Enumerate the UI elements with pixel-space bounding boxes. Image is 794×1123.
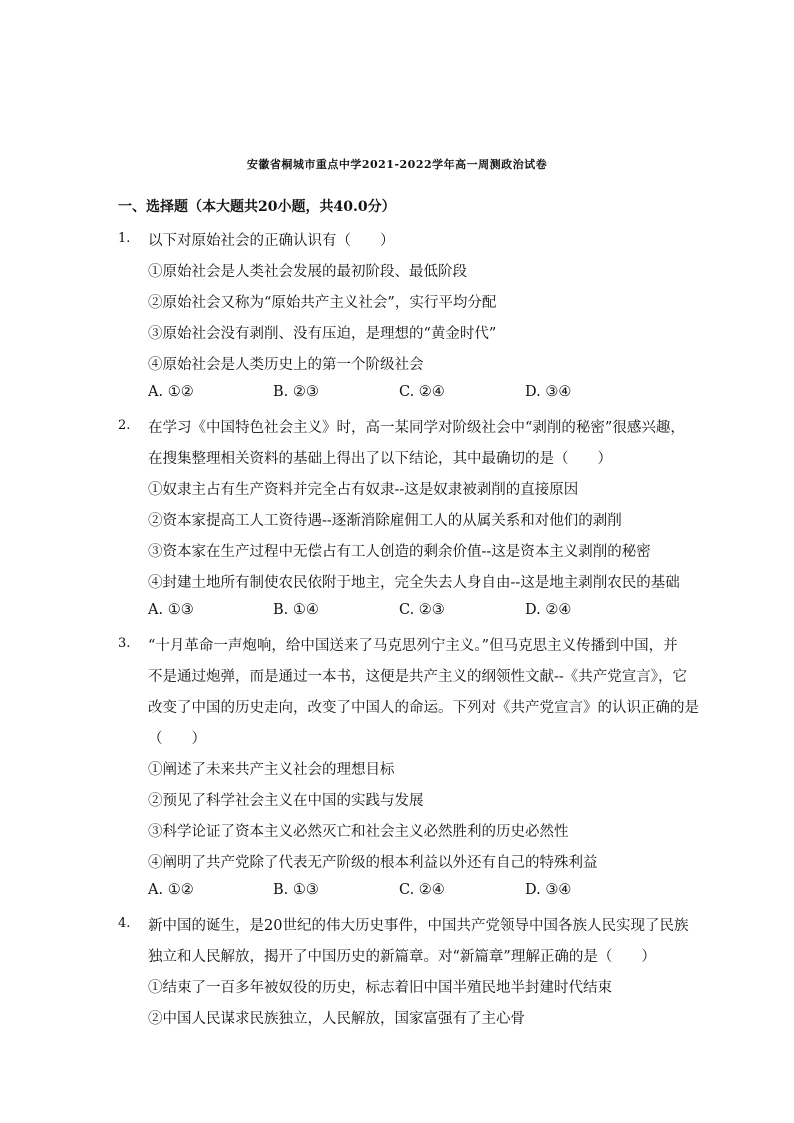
- statement: ③资本家在生产过程中无偿占有工人创造的剩余价值--这是资本主义剥削的秘密: [148, 544, 651, 560]
- option-c[interactable]: C. ②④: [399, 882, 445, 898]
- question-stem: 以下对原始社会的正确认识有（ ）: [148, 233, 395, 249]
- option-a[interactable]: A. ①②: [148, 384, 194, 400]
- statement: ②资本家提高工人工资待遇--逐渐消除雇佣工人的从属关系和对他们的剥削: [148, 513, 622, 529]
- option-a[interactable]: A. ①②: [148, 882, 194, 898]
- option-d[interactable]: D. ②④: [525, 602, 572, 618]
- question-stem: （ ）: [148, 731, 206, 747]
- statement: ①奴隶主占有生产资料并完全占有奴隶--这是奴隶被剥削的直接原因: [148, 482, 579, 498]
- question-stem: 独立和人民解放，揭开了中国历史的新篇章。对“新篇章”理解正确的是（ ）: [148, 949, 656, 965]
- option-c[interactable]: C. ②③: [399, 602, 445, 618]
- question-number: 4.: [118, 916, 131, 931]
- option-d[interactable]: D. ③④: [525, 882, 572, 898]
- question-number: 2.: [118, 418, 131, 433]
- question-stem: 在学习《中国特色社会主义》时，高一某同学对阶级社会中“剥削的秘密”很感兴趣，: [148, 420, 685, 436]
- statement: ②中国人民谋求民族独立，人民解放，国家富强有了主心骨: [148, 1011, 525, 1027]
- statement: ①阐述了未来共产主义社会的理想目标: [148, 762, 395, 778]
- page-title: 安徽省桐城市重点中学2021-2022学年高一周测政治试卷: [246, 158, 548, 171]
- option-d[interactable]: D. ③④: [525, 384, 572, 400]
- question-stem: “十月革命一声炮响，给中国送来了马克思列宁主义。”但马克思主义传播到中国，并: [148, 638, 678, 654]
- statement: ④原始社会是人类历史上的第一个阶级社会: [148, 357, 424, 373]
- question-stem: 在搜集整理相关资料的基础上得出了以下结论，其中最确切的是（ ）: [148, 451, 612, 467]
- statement: ④阐明了共产党除了代表无产阶级的根本利益以外还有自己的特殊利益: [148, 855, 598, 871]
- question-number: 3.: [118, 636, 131, 651]
- question-stem: 新中国的诞生，是20世纪的伟大历史事件，中国共产党领导中国各族人民实现了民族: [148, 918, 689, 934]
- option-b[interactable]: B. ②③: [273, 384, 319, 400]
- section-heading: 一、选择题（本大题共20小题，共40.0分）: [118, 199, 396, 215]
- statement: ①原始社会是人类社会发展的最初阶段、最低阶段: [148, 264, 467, 280]
- option-b[interactable]: B. ①③: [273, 882, 319, 898]
- statement: ③原始社会没有剥削、没有压迫，是理想的“黄金时代”: [148, 326, 497, 342]
- statement: ④封建土地所有制使农民依附于地主，完全失去人身自由--这是地主剥削农民的基础: [148, 575, 680, 591]
- statement: ②原始社会又称为“原始共产主义社会”，实行平均分配: [148, 295, 497, 311]
- question-stem: 不是通过炮弹，而是通过一本书，这便是共产主义的纲领性文献--《共产党宣言》，它: [148, 669, 688, 685]
- option-c[interactable]: C. ②④: [399, 384, 445, 400]
- option-b[interactable]: B. ①④: [273, 602, 319, 618]
- question-number: 1.: [118, 231, 131, 246]
- statement: ③科学论证了资本主义必然灭亡和社会主义必然胜利的历史必然性: [148, 824, 569, 840]
- option-a[interactable]: A. ①③: [148, 602, 194, 618]
- statement: ②预见了科学社会主义在中国的实践与发展: [148, 793, 424, 809]
- question-stem: 改变了中国的历史走向，改变了中国人的命运。下列对《共产党宣言》的认识正确的是: [148, 700, 699, 716]
- statement: ①结束了一百多年被奴役的历史，标志着旧中国半殖民地半封建时代结束: [148, 980, 612, 996]
